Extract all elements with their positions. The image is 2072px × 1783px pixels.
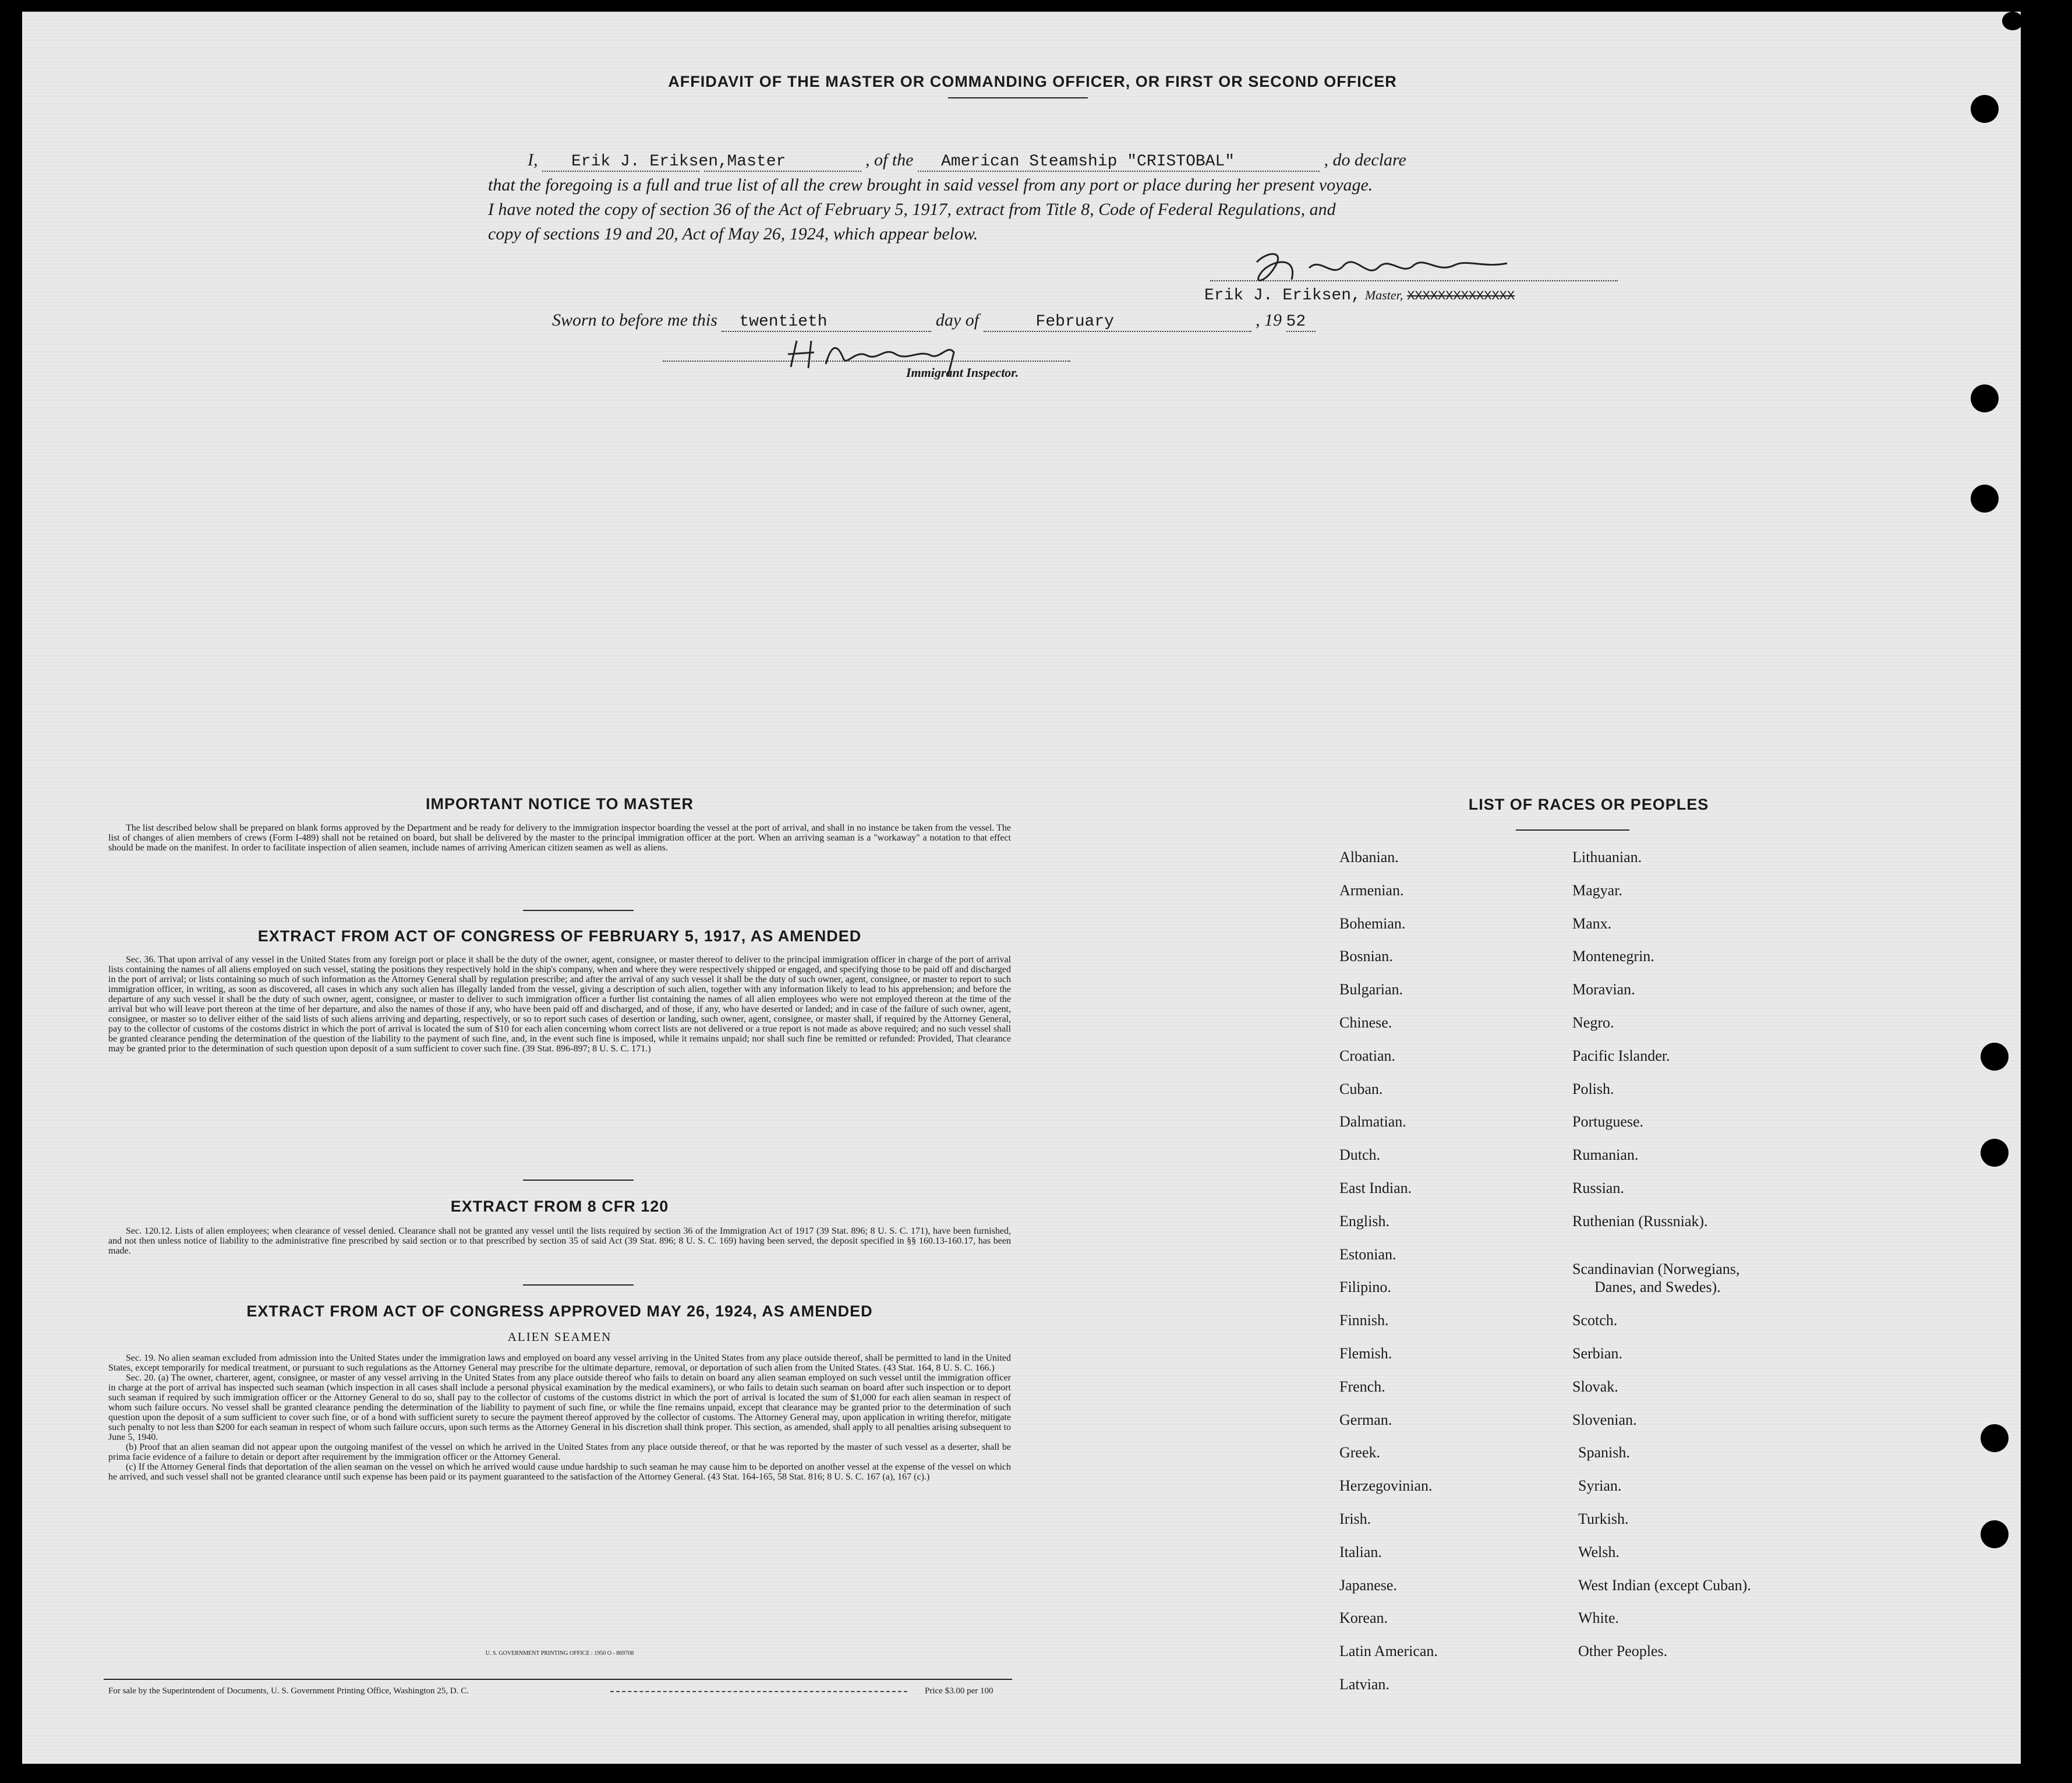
section-20b-paragraph: (b) Proof that an alien seaman did not appear upon the outgoing manifest of the vessel on which he arrived in the United States from any place outside thereof, or that he was reported by the master of such vessel as a deserter, shall be prima facie evidence of a failure to detain or deport after requirement by the immigration officer or the Attorney General. xyxy=(108,1442,1011,1462)
gpo-imprint: U. S. GOVERNMENT PRINTING OFFICE : 1950 O - 869708 xyxy=(485,1650,634,1657)
race-item: Serbian. xyxy=(1572,1345,1622,1362)
extract-cfr-title: EXTRACT FROM 8 CFR 120 xyxy=(450,1198,669,1215)
signer-title: Master, xyxy=(1364,288,1403,302)
races-title: LIST OF RACES OR PEOPLES xyxy=(1468,796,1709,813)
signer-struck-text: XXXXXXXXXXXXXX xyxy=(1407,289,1515,303)
race-item: Moravian. xyxy=(1572,981,1635,998)
race-item: Danes, and Swedes). xyxy=(1594,1279,1721,1296)
affidavit-line-1 xyxy=(528,150,1406,172)
race-item: Polish. xyxy=(1572,1080,1614,1097)
affidavit-line-3: I have noted the copy of section 36 of the Act of February 5, 1917, extract from Title 8, Code of Federal Regulations, and xyxy=(488,200,1336,219)
race-item: Welsh. xyxy=(1578,1543,1620,1560)
race-item: Bohemian. xyxy=(1339,915,1406,932)
of-the-text: , of the xyxy=(865,150,914,170)
race-item: Dalmatian. xyxy=(1339,1113,1406,1131)
rank-field: Master xyxy=(704,153,861,172)
race-item: Pacific Islander. xyxy=(1572,1047,1670,1064)
punch-hole xyxy=(1981,1424,2009,1452)
race-item: Croatian. xyxy=(1339,1047,1396,1064)
signature-line xyxy=(1210,280,1618,281)
punch-hole xyxy=(1981,1139,2009,1167)
race-item: Syrian. xyxy=(1578,1477,1622,1495)
race-item: Italian. xyxy=(1339,1543,1382,1560)
punch-hole xyxy=(2002,12,2023,30)
race-item: Other Peoples. xyxy=(1578,1643,1668,1660)
affidavit-title: AFFIDAVIT OF THE MASTER OR COMMANDING OFFICER, OR FIRST OR SECOND OFFICER xyxy=(668,73,1397,90)
footer-left: For sale by the Superintendent of Documents, U. S. Government Printing Office, Washington 25, D. C. xyxy=(108,1686,469,1696)
punch-hole xyxy=(1971,485,1999,513)
footer-right: Price $3.00 per 100 xyxy=(925,1686,993,1696)
race-item: Latin American. xyxy=(1339,1643,1438,1660)
race-item: West Indian (except Cuban). xyxy=(1578,1576,1751,1594)
race-item: French. xyxy=(1339,1378,1385,1395)
sworn-day-field: twentieth xyxy=(722,313,931,332)
extract-1924-title: EXTRACT FROM ACT OF CONGRESS APPROVED MAY 26, 1924, AS AMENDED xyxy=(246,1302,873,1320)
signer-block xyxy=(1204,285,1515,305)
footer-rule xyxy=(104,1679,1012,1680)
race-item: Slovenian. xyxy=(1572,1411,1637,1428)
sworn-month-field: February xyxy=(984,313,1251,332)
race-item: Herzegovinian. xyxy=(1339,1477,1433,1495)
extract-1917-body xyxy=(108,955,1011,1054)
notice-paragraph: The list described below shall be prepared on blank forms approved by the Department and be ready for delivery to the immigration inspector boarding the vessel at the port of arrival, and shall in no instance be taken from the vessel. The list of changes of alien members of crews (Form I-489) shall not be retained on board, but shall be delivered by the master to the principal immigration officer at the port. When an arriving seaman is a "workaway" a notation to that effect should be made on the manifest. In order to facilitate inspection of alien seamen, include names of arriving American citizen seamen as well as aliens. xyxy=(108,823,1011,853)
section-36-paragraph: Sec. 36. That upon arrival of any vessel in the United States from any foreign port or place it shall be the duty of the owner, agent, consignee, or master thereof to deliver to the principal immigration officer in charge of the port of arrival lists containing the names of all aliens employed on such vessel, stating the positions they respectively hold in the ship's company, when and where they were respectively shipped or engaged, and specifying those to be paid off and discharged in the port of arrival; or lists containing so much of such information as the Attorney General shall by regulation prescribe; and after the arrival of any such vessel it shall be the duty of such owner, agent, consignee, or master to report to such immigration officer, in writing, as soon as discovered, all cases in which any such alien has illegally landed from the vessel, giving a description of such alien, together with any information likely to lead to his apprehension; and before the departure of any such vessel it shall be the duty of such owner, agent, consignee, or master to deliver to such immigration officer a further list containing the names of all alien employees who were not employed thereon at the time of the arrival but who will leave port thereon at the time of her departure, and also the names of those if any, who have been paid off and discharged, and of those, if any, who have deserted or landed; and in case of the failure of such owner, agent, consignee, or master so to deliver either of the said lists of such aliens arriving and departing, respectively, or so to report such cases of desertion or landing, such owner, agent, consignee, or master shall, if required by the Attorney General, pay to the collector of customs of the costoms district in which the port of arrival is located the sum of $10 for each alien concerning whom correct lists are not delivered or a true report is not made as above required; and no such vessel shall be granted clearance pending the determination of the question of the liability to the payment of such fine, and, in the event such fine is imposed, while it remains unpaid; nor shall such fine be remitted or refunded: Provided, That clearance may be granted prior to the determination of such question upon deposit of a sum sufficient to cover such fine. (39 Stat. 896-897; 8 U. S. C. 171.) xyxy=(108,955,1011,1054)
signer-name: Erik J. Eriksen, xyxy=(1204,287,1361,305)
race-item: Chinese. xyxy=(1339,1014,1392,1031)
race-item: Irish. xyxy=(1339,1510,1371,1527)
section-120-12-paragraph: Sec. 120.12. Lists of alien employees; when clearance of vessel denied. Clearance shall not be granted any vessel until the lists required by section 36 of the Immigration Act of 1917 (39 Stat. 896; 8 U. S. C. 171), have been furnished, and not then unless notice of liability to the administrative fine prescribed by said section or to that prescribed by section 35 of said Act (39 Stat. 896; 8 U. S. C. 169) having been served, the deposit specified in §§ 160.13-160.17, has been made. xyxy=(108,1226,1011,1256)
race-item: Armenian. xyxy=(1339,881,1404,899)
sworn-line xyxy=(552,310,1316,332)
affidavit-i: I, xyxy=(528,150,538,170)
inspector-line xyxy=(663,360,1070,362)
extract-cfr-body xyxy=(108,1226,1011,1256)
races-title-underline xyxy=(1516,829,1629,831)
race-item: Estonian. xyxy=(1339,1245,1396,1263)
divider xyxy=(523,1284,634,1286)
race-item: Japanese. xyxy=(1339,1576,1397,1594)
divider xyxy=(523,1180,634,1181)
race-item: East Indian. xyxy=(1339,1180,1412,1196)
notice-body xyxy=(108,823,1011,853)
race-item: Portuguese. xyxy=(1572,1113,1644,1131)
race-item: Negro. xyxy=(1572,1014,1614,1031)
extract-1924-body xyxy=(108,1353,1011,1482)
punch-hole xyxy=(1981,1043,2009,1071)
race-item: Manx. xyxy=(1572,915,1612,932)
year-prefix: , 19 xyxy=(1256,310,1282,330)
affidavit-line-4: copy of sections 19 and 20, Act of May 26, 1924, which appear below. xyxy=(488,224,978,243)
extract-1917-title: EXTRACT FROM ACT OF CONGRESS OF FEBRUARY 5, 1917, AS AMENDED xyxy=(257,927,862,945)
race-item: Russian. xyxy=(1572,1180,1624,1196)
race-item: Lithuanian. xyxy=(1572,849,1642,866)
race-item: Albanian. xyxy=(1339,849,1399,866)
race-item: Montenegrin. xyxy=(1572,948,1654,965)
day-of-text: day of xyxy=(935,310,980,330)
footer-leader xyxy=(610,1691,907,1692)
sworn-prefix: Sworn to before me this xyxy=(552,310,717,330)
affidavit-line-2: that the foregoing is a full and true list of all the crew brought in said vessel from any port or place during her present voyage. xyxy=(488,175,1373,195)
document-page xyxy=(22,12,2021,1764)
race-item: Scotch. xyxy=(1572,1312,1618,1329)
inspector-label: Immigrant Inspector. xyxy=(906,365,1019,380)
race-item: Turkish. xyxy=(1578,1510,1629,1527)
title-underline xyxy=(948,97,1088,98)
race-item: Scandinavian (Norwegians, xyxy=(1572,1261,1740,1278)
race-item: Rumanian. xyxy=(1572,1146,1639,1164)
vessel-field: American Steamship "CRISTOBAL" xyxy=(918,153,1320,172)
race-item: Filipino. xyxy=(1339,1279,1391,1296)
race-item: Finnish. xyxy=(1339,1312,1389,1329)
race-item: Cuban. xyxy=(1339,1080,1383,1097)
section-20a-paragraph: Sec. 20. (a) The owner, charterer, agent, consignee, or master of any vessel arriving in the United States from any place outside thereof who fails to detain on board any alien seaman employed on such vessel until the immigration officer in charge at the port of arrival has inspected such seaman (which inspection in all cases shall include a personal physical examination by the medical examiners), or who fails to detain such seaman on board after such inspection or to deport such seaman if required by such immigration officer or the Attorney General to do so, shall pay to the collector of customs of the customs district in which the port of arrival is located the sum of $1,000 for each alien seaman in respect of whom such failure occurs. No vessel shall be granted clearance pending the determination of the liability to payment of such fine, or while the fine remains unpaid, except that clearance may be granted prior to the determination of such question upon the deposit of a sum sufficient to cover such fine, or of a bond with sufficient surety to secure the payment thereof approved by the collector of customs. The Attorney General may, upon application in writing therefor, mitigate such penalty to not less than $200 for each seaman in respect of whom such failure occurs, upon such terms as the Attorney General in his discretion shall think proper. This section, as amended, shall apply to all penalties arising subsequent to June 5, 1940. xyxy=(108,1373,1011,1442)
do-declare-text: , do declare xyxy=(1324,150,1406,170)
section-19-paragraph: Sec. 19. No alien seaman excluded from admission into the United States under the immigration laws and employed on board any vessel arriving in the United States from any place outside thereof, shall be permitted to land in the United States, except temporarily for medical treatment, or pursuant to such regulations as the Attorney General may prescribe for the ultimate departure, removal, or deportation of such alien from the United States. (43 Stat. 164, 8 U. S. C. 166.) xyxy=(108,1353,1011,1373)
race-item: Dutch. xyxy=(1339,1146,1381,1164)
race-item: Slovak. xyxy=(1572,1378,1618,1395)
sworn-year-field: 52 xyxy=(1286,313,1316,332)
race-item: White. xyxy=(1578,1609,1620,1627)
punch-hole xyxy=(1971,95,1999,123)
race-item: Latvian. xyxy=(1339,1676,1389,1693)
punch-hole xyxy=(1971,384,1999,412)
race-item: Magyar. xyxy=(1572,881,1622,899)
race-item: Flemish. xyxy=(1339,1345,1392,1362)
race-item: Bulgarian. xyxy=(1339,981,1403,998)
alien-seamen-subtitle: ALIEN SEAMEN xyxy=(507,1330,612,1344)
race-item: English. xyxy=(1339,1212,1389,1230)
race-item: Ruthenian (Russniak). xyxy=(1572,1212,1708,1230)
race-item: Bosnian. xyxy=(1339,948,1393,965)
master-name-field: Erik J. Eriksen, xyxy=(542,153,699,172)
race-item: Greek. xyxy=(1339,1444,1381,1461)
notice-title: IMPORTANT NOTICE TO MASTER xyxy=(426,795,694,813)
race-item: German. xyxy=(1339,1411,1392,1428)
divider xyxy=(523,910,634,911)
punch-hole xyxy=(1981,1520,2009,1548)
race-item: Spanish. xyxy=(1578,1444,1630,1461)
race-item: Korean. xyxy=(1339,1609,1388,1627)
section-20c-paragraph: (c) If the Attorney General finds that deportation of the alien seaman on the vessel on which he arrived would cause undue hardship to such seaman he may cause him to be deported on another vessel at the expense of the vessel on which he arrived, and such vessel shall not be granted clearance until such expense has been paid or its payment guaranteed to the satisfaction of the Attorney General. (43 Stat. 164-165, 58 Stat. 816; 8 U. S. C. 167 (a), 167 (c).) xyxy=(108,1462,1011,1482)
